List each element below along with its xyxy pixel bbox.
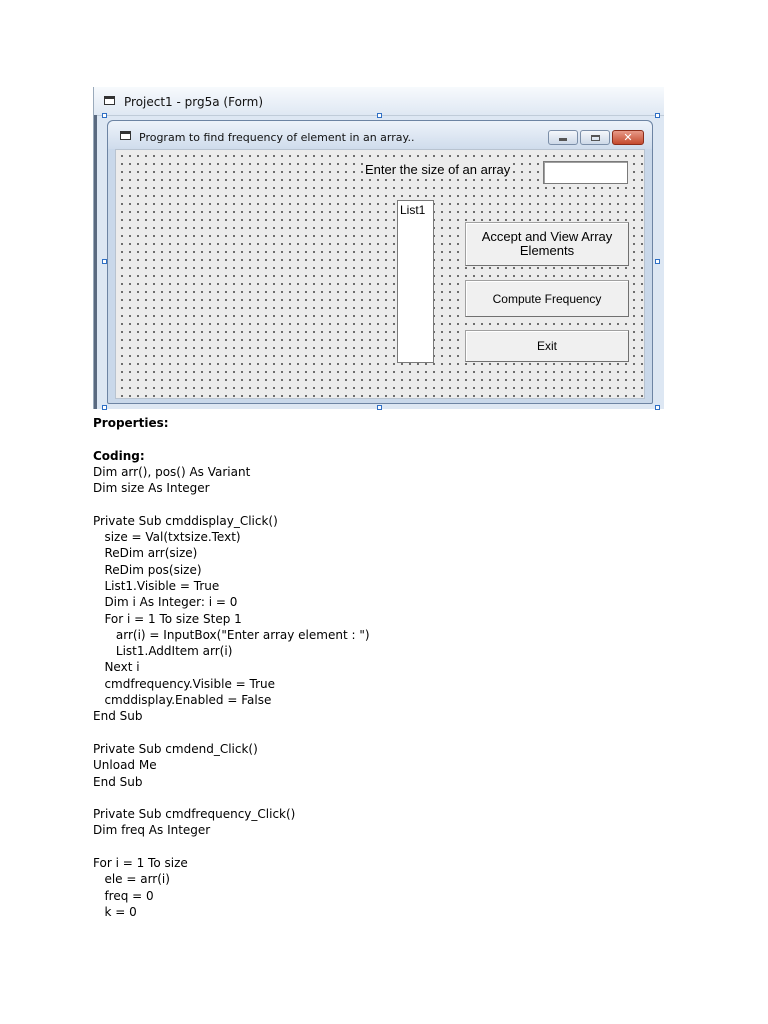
array-listbox[interactable]: [397, 200, 434, 363]
code-line: ReDim pos(size): [93, 562, 202, 577]
listbox-label: List1: [400, 203, 426, 217]
code-line: Private Sub cmdfrequency_Click(): [93, 807, 296, 822]
maximize-button[interactable]: [580, 130, 610, 145]
code-line: [93, 839, 693, 855]
form-titlebar: [108, 121, 652, 149]
code-line: [93, 790, 693, 806]
code-line: Dim arr(), pos() As Variant: [93, 464, 251, 479]
resize-handle-top-right[interactable]: [655, 113, 660, 118]
code-line: ele = arr(i): [93, 872, 170, 887]
code-line: Private Sub cmdend_Click(): [93, 741, 258, 756]
exit-button-label: Exit: [536, 339, 557, 353]
section-heading: Properties:: [93, 416, 169, 430]
code-line: freq = 0: [93, 888, 154, 903]
code-line: Private Sub cmddisplay_Click(): [93, 513, 278, 528]
code-line: For i = 1 To size Step 1: [93, 611, 242, 626]
size-label: Enter the size of an array: [365, 162, 511, 177]
resize-handle-top-left[interactable]: [102, 113, 107, 118]
code-line: ReDim arr(size): [93, 546, 198, 561]
code-line: k = 0: [93, 904, 137, 919]
code-line: [93, 496, 693, 512]
code-line: arr(i) = InputBox("Enter array element : "): [93, 627, 370, 642]
code-line: [93, 431, 693, 447]
section-heading: Coding:: [93, 448, 145, 463]
form-title: Program to find frequency of element in an array..: [139, 131, 415, 144]
designer-title: Project1 - prg5a (Form): [124, 95, 264, 109]
resize-handle-right[interactable]: [655, 259, 660, 264]
compute-frequency-button[interactable]: [465, 280, 629, 317]
close-icon: ✕: [623, 131, 633, 144]
resize-handle-top[interactable]: [377, 113, 382, 118]
code-line: End Sub: [93, 709, 143, 724]
form-icon: [120, 131, 131, 140]
form-icon: [104, 96, 115, 105]
size-input[interactable]: [543, 161, 628, 184]
designer-titlebar: [94, 87, 664, 116]
exit-button[interactable]: [465, 330, 629, 362]
maximize-icon: [591, 135, 600, 141]
code-line: List1.Visible = True: [93, 578, 220, 593]
resize-handle-bottom-left[interactable]: [102, 405, 107, 410]
accept-view-button-label: Accept and View Array Elements: [481, 229, 613, 258]
compute-frequency-button-label: Compute Frequency: [492, 291, 602, 306]
code-line: size = Val(txtsize.Text): [93, 530, 241, 545]
code-line: [93, 725, 693, 741]
minimize-button[interactable]: [548, 130, 578, 145]
code-line: Dim freq As Integer: [93, 823, 211, 838]
code-line: Dim i As Integer: i = 0: [93, 595, 238, 610]
code-line: List1.AddItem arr(i): [93, 644, 233, 659]
close-button[interactable]: [612, 130, 644, 145]
accept-view-button[interactable]: [465, 222, 629, 266]
code-line: End Sub: [93, 774, 143, 789]
code-line: Unload Me: [93, 758, 157, 773]
minimize-icon: [559, 138, 567, 141]
designer-left-border: [94, 115, 97, 409]
code-document: [93, 415, 693, 920]
code-line: cmdfrequency.Visible = True: [93, 676, 276, 691]
resize-handle-bottom-right[interactable]: [655, 405, 660, 410]
code-line: Next i: [93, 660, 140, 675]
code-line: For i = 1 To size: [93, 856, 188, 871]
code-line: Dim size As Integer: [93, 481, 210, 496]
resize-handle-bottom[interactable]: [377, 405, 382, 410]
code-line: cmddisplay.Enabled = False: [93, 693, 272, 708]
